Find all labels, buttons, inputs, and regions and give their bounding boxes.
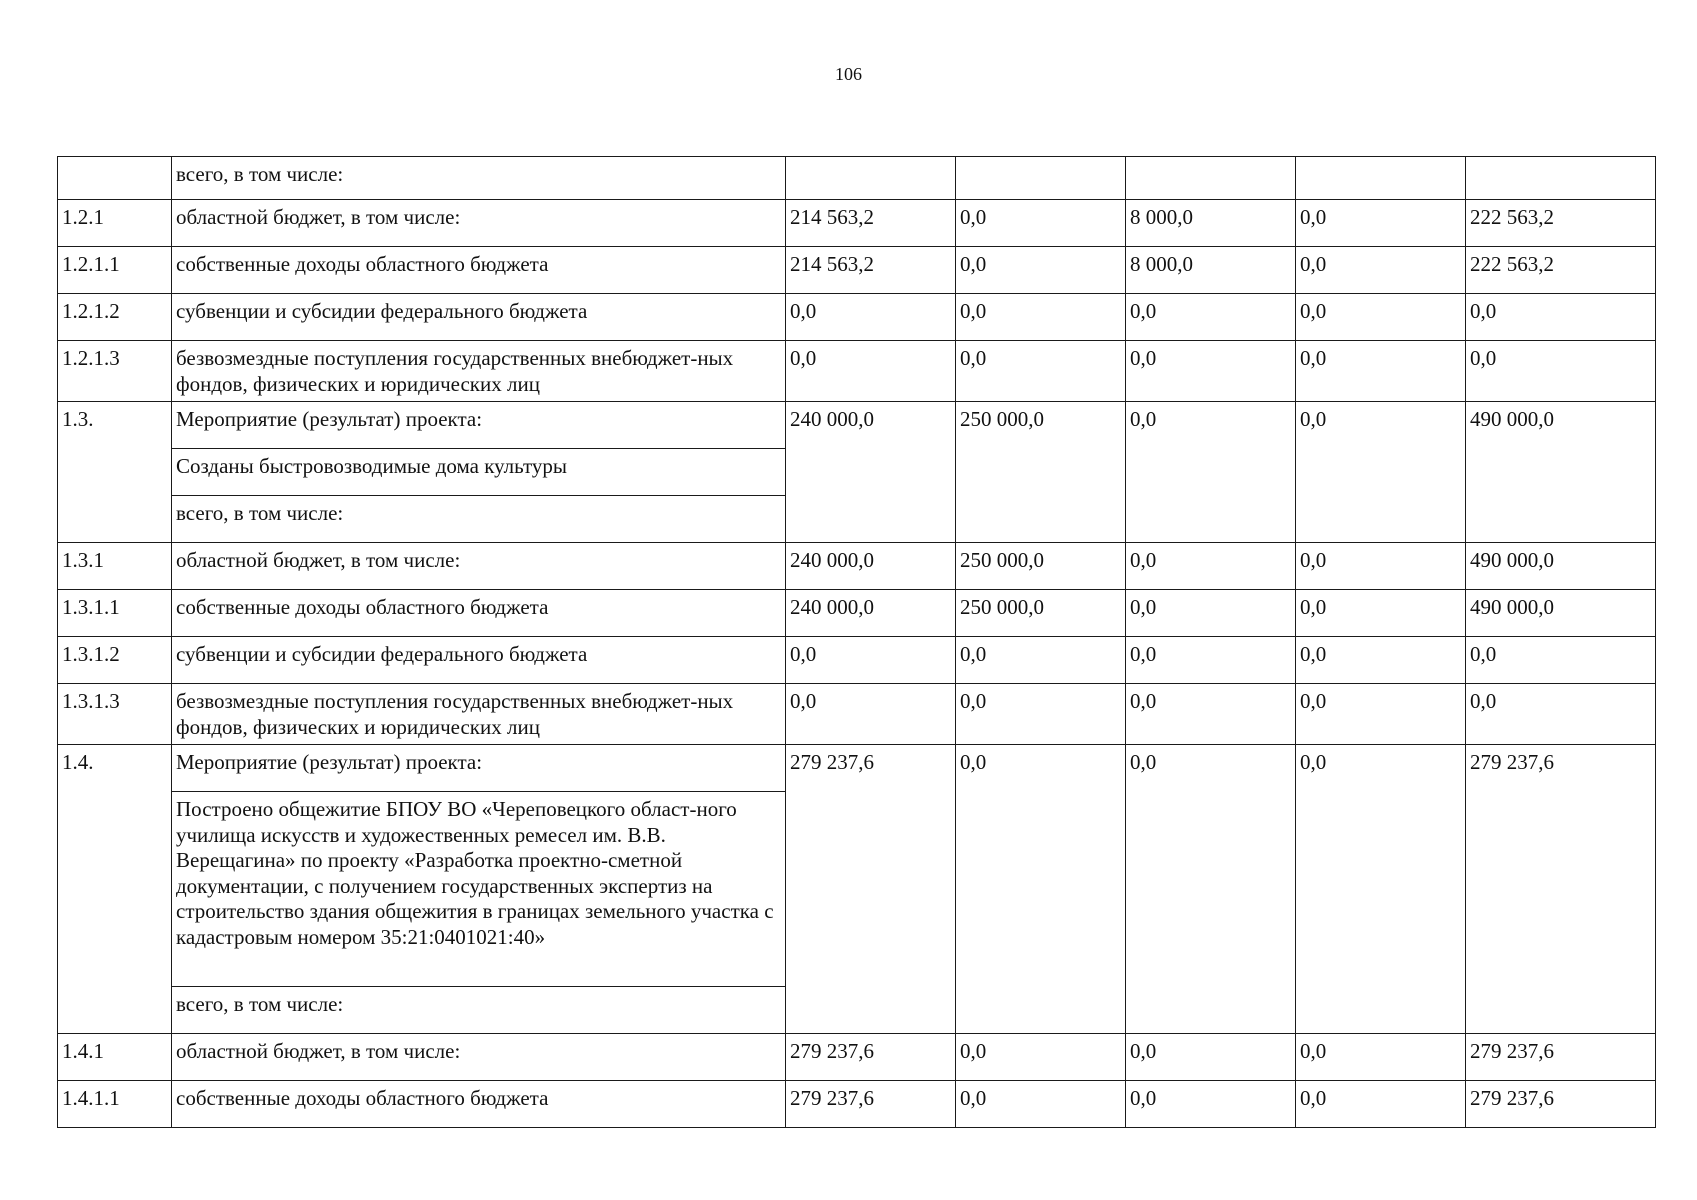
total-cell [1466, 157, 1656, 200]
value-cell: 240 000,0 [786, 402, 956, 543]
value-cell: 279 237,6 [786, 745, 956, 1034]
value-cell: 0,0 [1296, 684, 1466, 745]
table-row [58, 157, 1656, 200]
value-cell: 0,0 [1126, 341, 1296, 402]
value-cell: 0,0 [786, 294, 956, 341]
value-cell: 0,0 [956, 341, 1126, 402]
row-label: Мероприятие (результат) проекта: [172, 402, 786, 449]
value-cell: 0,0 [1296, 247, 1466, 294]
value-cell: 0,0 [1126, 543, 1296, 590]
value-cell: 0,0 [956, 247, 1126, 294]
row-code: 1.4.1 [58, 1034, 172, 1081]
row-code: 1.2.1.3 [58, 341, 172, 402]
row-code: 1.2.1 [58, 200, 172, 247]
row-label: областной бюджет, в том числе: [172, 543, 786, 590]
row-label: областной бюджет, в том числе: [172, 1034, 786, 1081]
table-row [58, 543, 1656, 590]
value-cell: 240 000,0 [786, 543, 956, 590]
result-description: Созданы быстровозводимые дома культуры [172, 449, 786, 496]
value-cell: 0,0 [1126, 745, 1296, 1034]
page-number: 106 [835, 64, 862, 84]
table-row [58, 590, 1656, 637]
budget-table [57, 156, 1656, 1128]
row-code: 1.2.1.1 [58, 247, 172, 294]
row-code: 1.4. [58, 745, 172, 1034]
row-label: всего, в том числе: [172, 987, 786, 1034]
table-row [58, 341, 1656, 402]
total-cell: 0,0 [1466, 294, 1656, 341]
value-cell: 0,0 [786, 637, 956, 684]
row-code: 1.3.1.2 [58, 637, 172, 684]
value-cell: 250 000,0 [956, 402, 1126, 543]
row-code: 1.3.1 [58, 543, 172, 590]
total-cell: 490 000,0 [1466, 402, 1656, 543]
total-cell: 0,0 [1466, 637, 1656, 684]
value-cell: 0,0 [1126, 294, 1296, 341]
result-description: Построено общежитие БПОУ ВО «Череповецкого област-ного училища искусств и художественных ремесел им. В.В. Верещагина» по проекту «Разработка проектно-сметной документации, с получением государственных экспертиз на строительство здания общежития в границах земельного участка с кадастровым номером 35:21:0401021:40» [172, 792, 786, 987]
total-cell: 0,0 [1466, 341, 1656, 402]
total-cell: 490 000,0 [1466, 543, 1656, 590]
table-row [58, 1034, 1656, 1081]
value-cell: 250 000,0 [956, 543, 1126, 590]
total-cell: 279 237,6 [1466, 1034, 1656, 1081]
row-label: всего, в том числе: [172, 157, 786, 200]
value-cell [1296, 157, 1466, 200]
total-cell: 222 563,2 [1466, 200, 1656, 247]
value-cell: 0,0 [1126, 1081, 1296, 1128]
value-cell [786, 157, 956, 200]
total-cell: 279 237,6 [1466, 745, 1656, 1034]
value-cell: 0,0 [956, 294, 1126, 341]
total-cell: 222 563,2 [1466, 247, 1656, 294]
value-cell: 0,0 [1296, 402, 1466, 543]
row-label: всего, в том числе: [172, 496, 786, 543]
value-cell: 0,0 [956, 684, 1126, 745]
table-row [58, 684, 1656, 745]
table-row [58, 637, 1656, 684]
value-cell: 250 000,0 [956, 590, 1126, 637]
row-label: собственные доходы областного бюджета [172, 590, 786, 637]
value-cell: 0,0 [1126, 402, 1296, 543]
value-cell: 0,0 [1296, 745, 1466, 1034]
value-cell: 0,0 [1296, 590, 1466, 637]
row-code: 1.3. [58, 402, 172, 543]
row-code: 1.3.1.3 [58, 684, 172, 745]
row-label: областной бюджет, в том числе: [172, 200, 786, 247]
table-row [58, 402, 1656, 449]
row-code: 1.2.1.2 [58, 294, 172, 341]
value-cell: 0,0 [786, 341, 956, 402]
value-cell: 0,0 [1126, 684, 1296, 745]
value-cell: 0,0 [1126, 637, 1296, 684]
value-cell: 8 000,0 [1126, 247, 1296, 294]
row-code [58, 157, 172, 200]
total-cell: 0,0 [1466, 684, 1656, 745]
value-cell: 0,0 [1296, 1034, 1466, 1081]
value-cell: 214 563,2 [786, 200, 956, 247]
row-label: субвенции и субсидии федерального бюджета [172, 637, 786, 684]
value-cell: 279 237,6 [786, 1034, 956, 1081]
value-cell: 214 563,2 [786, 247, 956, 294]
row-label: субвенции и субсидии федерального бюджета [172, 294, 786, 341]
table-row [58, 745, 1656, 792]
table-row [58, 1081, 1656, 1128]
value-cell: 0,0 [1296, 543, 1466, 590]
table-row [58, 247, 1656, 294]
value-cell: 0,0 [1296, 200, 1466, 247]
value-cell: 0,0 [786, 684, 956, 745]
value-cell: 0,0 [956, 745, 1126, 1034]
table-row [58, 294, 1656, 341]
value-cell: 0,0 [1296, 341, 1466, 402]
row-label: Мероприятие (результат) проекта: [172, 745, 786, 792]
row-label: собственные доходы областного бюджета [172, 1081, 786, 1128]
value-cell: 0,0 [956, 1081, 1126, 1128]
value-cell: 0,0 [1296, 1081, 1466, 1128]
value-cell: 0,0 [1126, 1034, 1296, 1081]
value-cell: 0,0 [1126, 590, 1296, 637]
value-cell [956, 157, 1126, 200]
row-code: 1.3.1.1 [58, 590, 172, 637]
value-cell: 279 237,6 [786, 1081, 956, 1128]
row-label: безвозмездные поступления государственных внебюджет-ных фондов, физических и юридических лиц [172, 684, 786, 745]
value-cell: 240 000,0 [786, 590, 956, 637]
row-label: собственные доходы областного бюджета [172, 247, 786, 294]
total-cell: 490 000,0 [1466, 590, 1656, 637]
value-cell: 0,0 [956, 637, 1126, 684]
table-row [58, 200, 1656, 247]
value-cell: 0,0 [1296, 294, 1466, 341]
value-cell: 0,0 [1296, 637, 1466, 684]
total-cell: 279 237,6 [1466, 1081, 1656, 1128]
value-cell: 0,0 [956, 200, 1126, 247]
value-cell [1126, 157, 1296, 200]
row-label: безвозмездные поступления государственных внебюджет-ных фондов, физических и юридических лиц [172, 341, 786, 402]
row-code: 1.4.1.1 [58, 1081, 172, 1128]
value-cell: 8 000,0 [1126, 200, 1296, 247]
value-cell: 0,0 [956, 1034, 1126, 1081]
